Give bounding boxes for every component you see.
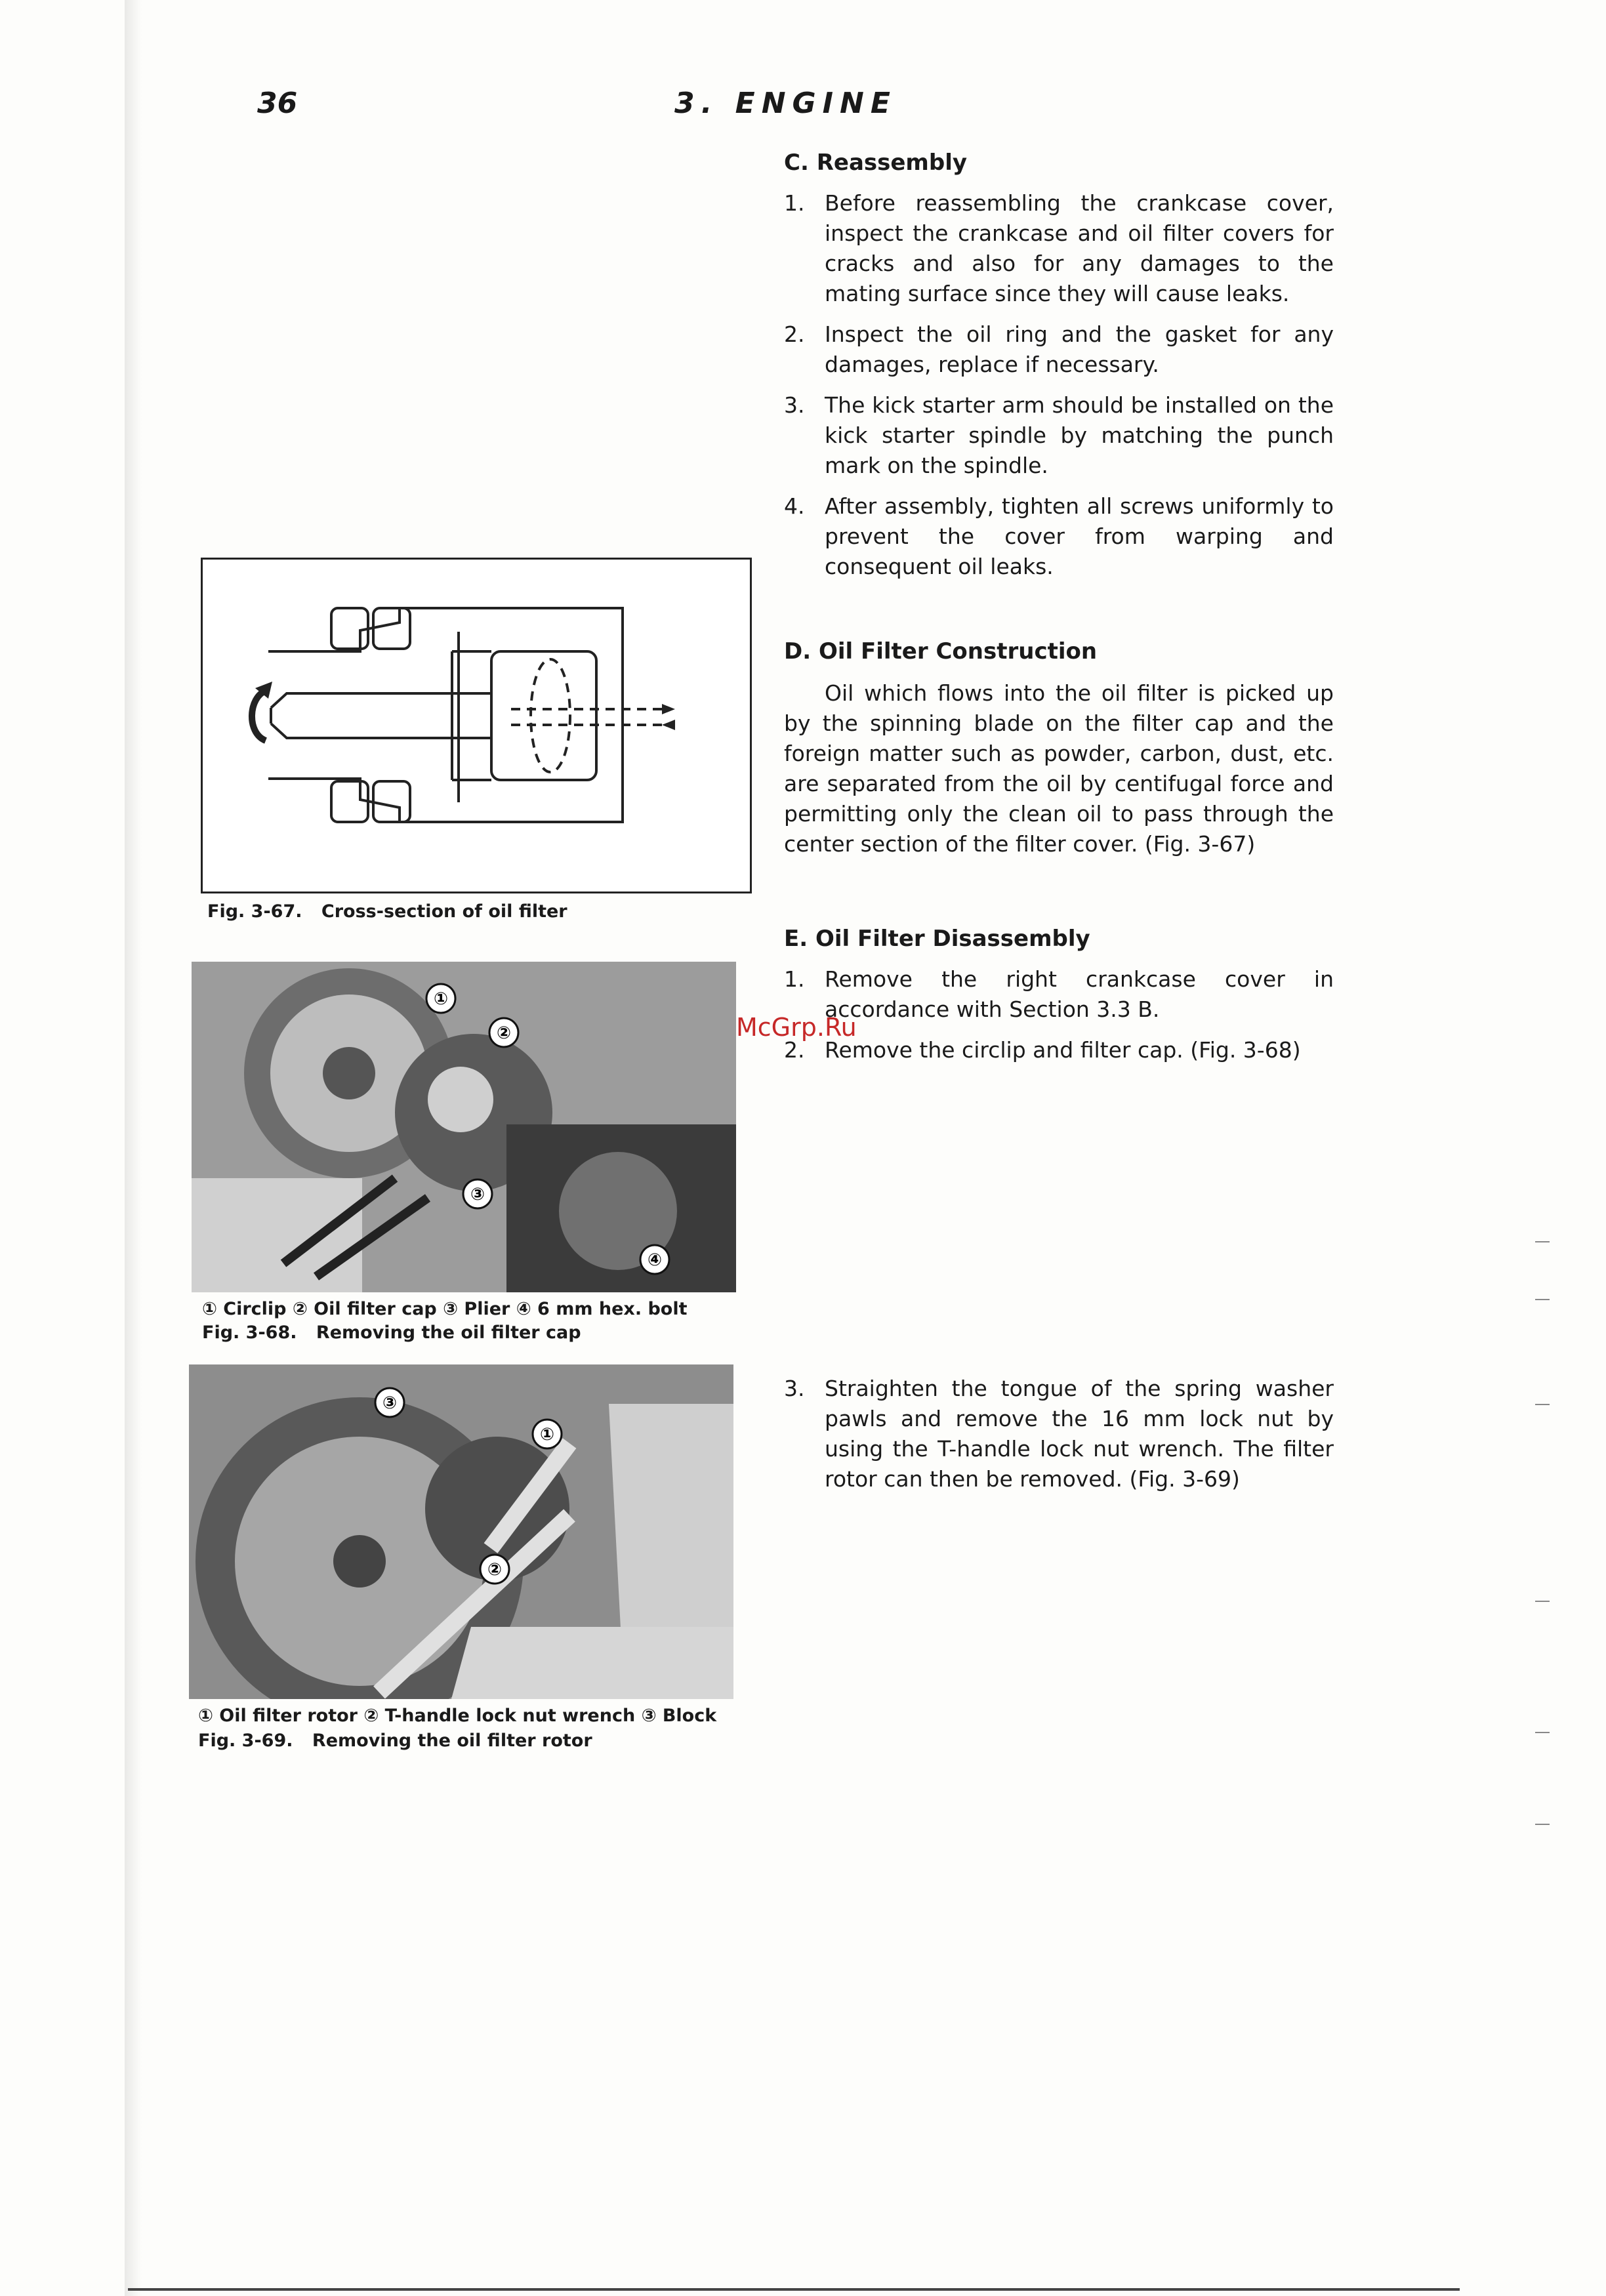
item-text: After assembly, tighten all screws uniformly to prevent the cover from warping and consequent oil leaks. <box>825 493 1334 579</box>
fig67-label: Fig. 3-67. <box>207 901 302 922</box>
callout-1: ① <box>433 989 449 1009</box>
photo-filter-rotor <box>189 1364 733 1699</box>
callout-2: ② <box>496 1023 512 1043</box>
item-number: 4. <box>784 493 805 519</box>
fig68-title: Removing the oil filter cap <box>316 1322 581 1343</box>
scan-mark <box>1535 1299 1550 1300</box>
scan-mark <box>1535 1404 1550 1405</box>
item-text: Remove the circlip and filter cap. (Fig. 3-68) <box>825 1037 1301 1063</box>
item-number: 3. <box>784 392 805 418</box>
list-item <box>784 188 1334 309</box>
list-item <box>784 964 1334 1025</box>
disassembly-heading: E. Oil Filter Disassembly <box>784 926 1090 952</box>
fig68-caption <box>202 1322 581 1343</box>
reassembly-heading: C. Reassembly <box>784 150 968 176</box>
fig69-caption <box>198 1731 592 1751</box>
fig69-legend: ① Oil filter rotor ② T-handle lock nut wrench ③ Block <box>198 1706 717 1726</box>
reassembly-list <box>784 188 1334 582</box>
fig69-title: Removing the oil filter rotor <box>312 1731 592 1751</box>
chapter-title: 3. ENGINE <box>674 87 897 120</box>
oil-filter-diagram <box>203 560 750 892</box>
scan-mark <box>1535 1601 1550 1602</box>
item-number: 3. <box>784 1376 805 1401</box>
fig68-label: Fig. 3-68. <box>202 1322 297 1343</box>
list-item <box>784 491 1334 582</box>
photo-filter-cap <box>192 962 736 1292</box>
figure-removing-oil-filter-cap-photo <box>192 962 736 1292</box>
figure-removing-oil-filter-rotor-photo <box>189 1364 733 1699</box>
construction-heading: D. Oil Filter Construction <box>784 638 1098 665</box>
list-item <box>784 319 1334 380</box>
scan-mark <box>1535 1241 1550 1242</box>
disassembly-list <box>784 964 1334 1065</box>
list-item <box>784 1374 1334 1494</box>
page-number: 36 <box>257 87 298 120</box>
callout-2: ② <box>487 1560 503 1580</box>
fig67-title: Cross-section of oil filter <box>321 901 567 922</box>
item-number: 2. <box>784 321 805 347</box>
construction-body: Oil which flows into the oil filter is picked up by the spinning blade on the filter cap and the foreign matter such as powder, carbon, dust, etc. are separated from the oil by centifugal force and permitting only the clean oil to pass through the center section of the filter cover. (Fig. 3-67) <box>784 680 1334 857</box>
item-text: Before reassembling the crankcase cover, inspect the crankcase and oil filter covers for cracks and also for any damages to the mating surface since they will cause leaks. <box>825 190 1334 306</box>
item-number: 1. <box>784 190 805 216</box>
callout-3: ③ <box>382 1393 398 1413</box>
item-text: Remove the right crankcase cover in accordance with Section 3.3 B. <box>825 966 1334 1022</box>
item-text: Inspect the oil ring and the gasket for any damages, replace if necessary. <box>825 321 1334 377</box>
scan-edge-shadow <box>125 0 142 2296</box>
page-bottom-edge <box>128 2288 1460 2291</box>
callout-3: ③ <box>470 1185 485 1204</box>
callout-1: ① <box>539 1425 555 1445</box>
fig69-label: Fig. 3-69. <box>198 1731 293 1751</box>
scan-mark <box>1535 1824 1550 1825</box>
section-reassembly <box>784 148 1334 592</box>
fig67-caption <box>207 901 567 922</box>
section-construction <box>784 636 1334 859</box>
callout-4: ④ <box>647 1250 663 1270</box>
item-number: 1. <box>784 966 805 992</box>
section-disassembly <box>784 924 1334 1076</box>
item-text: The kick starter arm should be installed on the kick starter spindle by matching the punch mark on the spindle. <box>825 392 1334 478</box>
list-item <box>784 1035 1334 1065</box>
scan-mark <box>1535 1732 1550 1733</box>
list-item <box>784 390 1334 481</box>
disassembly-list-continued <box>784 1374 1334 1494</box>
item-text: Straighten the tongue of the spring washer pawls and remove the 16 mm lock nut by using the T-handle lock nut wrench. The filter rotor can then be removed. (Fig. 3-69) <box>825 1376 1334 1492</box>
figure-oil-filter-cross-section <box>201 558 752 893</box>
fig68-legend: ① Circlip ② Oil filter cap ③ Plier ④ 6 mm hex. bolt <box>202 1299 688 1319</box>
watermark: McGrp.Ru <box>736 1013 857 1042</box>
item-number: 2. <box>784 1037 805 1063</box>
section-disassembly-step3 <box>784 1374 1334 1505</box>
